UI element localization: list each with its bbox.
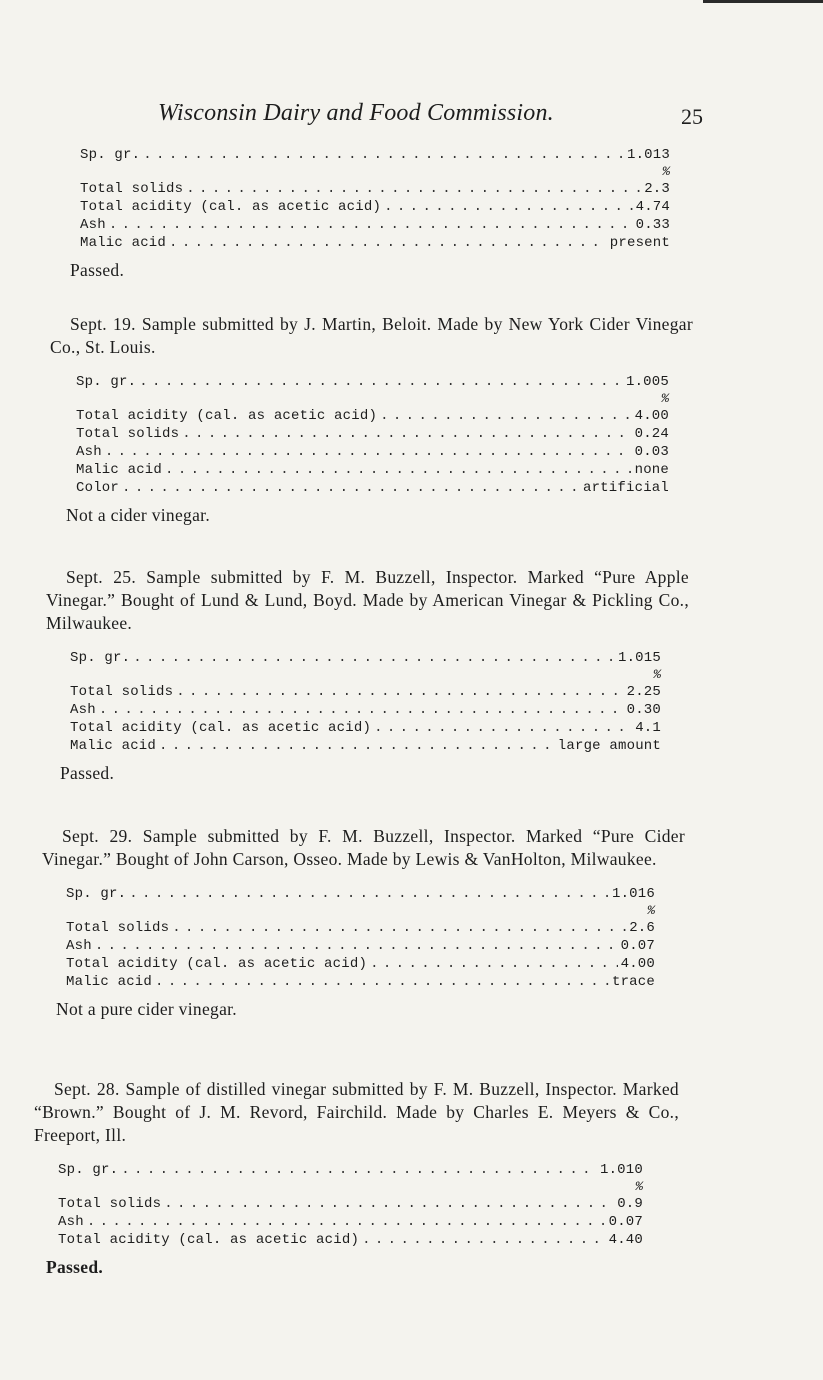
row-label: Sp. gr. (66, 886, 127, 902)
analysis-table (58, 1161, 643, 1249)
verdict: Passed. (60, 763, 115, 783)
analysis-row (80, 146, 670, 164)
row-label: Total acidity (cal. as acetic acid) (70, 720, 372, 736)
analysis-row (76, 373, 669, 391)
analysis-table (80, 146, 670, 252)
row-label: Color (76, 480, 120, 496)
row-value: 1.005 (625, 374, 669, 390)
sample-paragraph: Sept. 29. Sample submitted by F. M. Buzzell, Inspector. Marked “Pure Cider Vinegar.” Bought of John Carson, Osseo. Made by Lewis & VanHolton, Milwaukee. (42, 826, 685, 869)
percent-unit: % (635, 1179, 643, 1194)
row-label: Ash (66, 938, 92, 954)
row-value: 4.74 (635, 199, 670, 215)
sample-entry (50, 313, 693, 526)
row-value: 1.015 (617, 650, 661, 666)
analysis-row (58, 1231, 643, 1249)
sample-entry (46, 566, 689, 784)
row-label: Total solids (58, 1196, 162, 1212)
row-value: large amount (557, 738, 661, 754)
analysis-row (58, 1195, 643, 1213)
analysis-row (58, 1161, 643, 1179)
analysis-row (58, 1213, 643, 1231)
row-label: Total solids (80, 181, 184, 197)
row-label: Total acidity (cal. as acetic acid) (76, 408, 378, 424)
row-label: Ash (70, 702, 96, 718)
row-label: Total solids (66, 920, 170, 936)
row-value: 2.6 (629, 920, 655, 936)
analysis-row (80, 234, 670, 252)
row-value: artificial (582, 480, 669, 496)
analysis-row (76, 443, 669, 461)
row-label: Malic acid (80, 235, 167, 251)
row-value: 2.25 (626, 684, 661, 700)
row-value: 2.3 (644, 181, 670, 197)
corner-rule (703, 0, 823, 3)
row-label: Sp. gr. (76, 374, 137, 390)
percent-unit: % (647, 903, 655, 918)
row-label: Malic acid (66, 974, 153, 990)
analysis-row (70, 719, 661, 737)
row-label: Ash (58, 1214, 84, 1230)
row-label: Total solids (76, 426, 180, 442)
analysis-row (66, 955, 655, 973)
analysis-row (66, 973, 655, 991)
sample-entry (34, 1078, 679, 1278)
row-value: 1.016 (611, 886, 655, 902)
row-label: Malic acid (70, 738, 157, 754)
analysis-row (76, 425, 669, 443)
sample-entry (0, 146, 823, 281)
sample-paragraph: Sept. 28. Sample of distilled vinegar submitted by F. M. Buzzell, Inspector. Marked “Brown.” Bought of J. M. Revord, Fairchild. Made by Charles E. Meyers & Co., Freeport, Ill. (34, 1079, 679, 1145)
verdict: Passed. (70, 260, 125, 280)
analysis-row (70, 737, 661, 755)
row-value: 1.010 (599, 1162, 643, 1178)
sample-paragraph: Sept. 19. Sample submitted by J. Martin, Beloit. Made by New York Cider Vinegar Co., St. Louis. (50, 314, 693, 357)
row-label: Ash (80, 217, 106, 233)
row-label: Total acidity (cal. as acetic acid) (80, 199, 382, 215)
row-label: Ash (76, 444, 102, 460)
row-value: present (609, 235, 670, 251)
row-value: 4.40 (608, 1232, 643, 1248)
verdict: Not a cider vinegar. (66, 505, 211, 525)
sample-entry (42, 825, 685, 1020)
row-value: 0.07 (620, 938, 655, 954)
analysis-row (66, 885, 655, 903)
row-value: 0.03 (634, 444, 669, 460)
row-label: Total acidity (cal. as acetic acid) (58, 1232, 360, 1248)
analysis-table (76, 373, 669, 497)
sample-paragraph: Sept. 25. Sample submitted by F. M. Buzzell, Inspector. Marked “Pure Apple Vinegar.” Bought of Lund & Lund, Boyd. Made by American Vinegar & Pickling Co., Milwaukee. (46, 567, 689, 633)
analysis-row (66, 937, 655, 955)
row-value: 4.00 (620, 956, 655, 972)
analysis-table (70, 649, 661, 755)
row-value: 4.1 (635, 720, 661, 736)
analysis-row (76, 461, 669, 479)
analysis-row (80, 180, 670, 198)
verdict: Passed. (46, 1257, 104, 1277)
row-value: 0.24 (634, 426, 669, 442)
row-label: Sp. gr. (80, 147, 141, 163)
analysis-table (66, 885, 655, 991)
analysis-row (80, 198, 670, 216)
analysis-row (70, 683, 661, 701)
analysis-row (76, 407, 669, 425)
analysis-row (70, 701, 661, 719)
row-value: 0.9 (617, 1196, 643, 1212)
row-value: trace (611, 974, 655, 990)
row-label: Sp. gr. (70, 650, 131, 666)
row-label: Malic acid (76, 462, 163, 478)
row-value: 4.00 (634, 408, 669, 424)
percent-unit: % (653, 667, 661, 682)
row-value: 0.30 (626, 702, 661, 718)
row-label: Total acidity (cal. as acetic acid) (66, 956, 368, 972)
row-label: Sp. gr. (58, 1162, 119, 1178)
analysis-row (80, 216, 670, 234)
percent-unit: % (662, 164, 670, 179)
analysis-row (76, 479, 669, 497)
row-label: Total solids (70, 684, 174, 700)
page-header (158, 96, 703, 136)
verdict: Not a pure cider vinegar. (56, 999, 237, 1019)
running-title: Wisconsin Dairy and Food Commission. (158, 100, 554, 126)
page-number: 25 (681, 104, 703, 129)
analysis-row (70, 649, 661, 667)
percent-unit: % (661, 391, 669, 406)
row-value: 1.013 (626, 147, 670, 163)
row-value: 0.33 (635, 217, 670, 233)
analysis-row (66, 919, 655, 937)
row-value: 0.07 (608, 1214, 643, 1230)
row-value: none (634, 462, 669, 478)
